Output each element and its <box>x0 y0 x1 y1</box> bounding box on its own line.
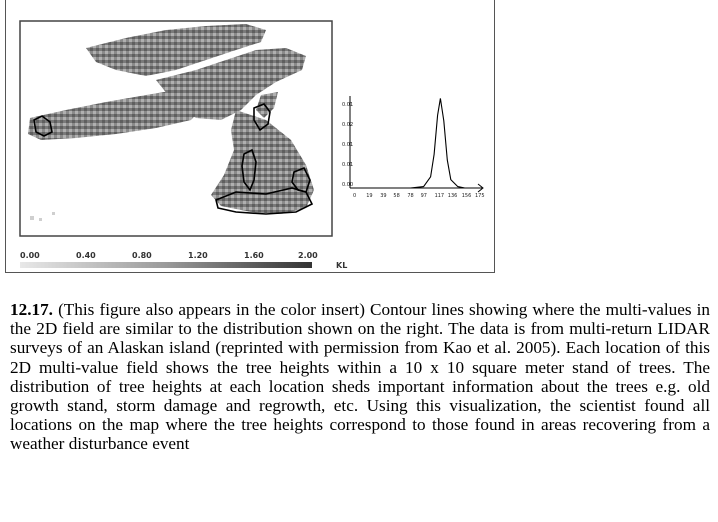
colorbar-tick: 0.00 <box>20 251 40 260</box>
caption-number: 12.17. <box>10 300 53 319</box>
inset-x-tick: 175 <box>475 193 485 199</box>
inset-y-tick: 0.01 <box>342 142 354 148</box>
inset-distribution-curve <box>356 98 478 188</box>
inset-x-tick: 97 <box>420 193 427 199</box>
inset-x-tick: 136 <box>447 193 458 199</box>
colorbar-tick: 0.40 <box>76 251 96 260</box>
colorbar <box>20 262 312 268</box>
inset-x-tick: 19 <box>366 193 373 199</box>
colorbar-tick: 2.00 <box>298 251 318 260</box>
caption-text: (This figure also appears in the color insert) Contour lines showing where the multi-values in the 2D field are similar to the distribution shown on the right. The data is from multi-return LIDAR surveys of an Alaskan island (reprinted with permission from Kao et al. 2005). Each location of this 2D multi-value field shows the tree heights within a 10 x 10 square meter stand of trees. The distribution of tree heights at each location sheds important information about the trees e.g. old growth stand, storm damage and regrowth, etc. Using this visualization, the scientist found all locations on the map where the tree heights correspond to those found in areas recovering from a weather disturbance event <box>10 300 711 454</box>
inset-chart <box>342 96 485 199</box>
colorbar-tick: 1.60 <box>244 251 264 260</box>
figure-panel <box>5 0 495 273</box>
figure-svg <box>6 0 494 272</box>
inset-y-tick: 0.02 <box>342 122 354 128</box>
colorbar-unit: KL <box>336 261 348 270</box>
inset-x-tick: 156 <box>461 193 472 199</box>
inset-x-tick: 0 <box>353 193 357 199</box>
colorbar-tick: 1.20 <box>188 251 208 260</box>
inset-x-tick: 58 <box>393 193 400 199</box>
inset-x-tick: 78 <box>407 193 414 199</box>
inset-y-tick: 0.01 <box>342 102 354 108</box>
inset-y-tick: 0.00 <box>342 182 354 188</box>
inset-y-tick: 0.01 <box>342 162 354 168</box>
inset-x-tick: 39 <box>380 193 387 199</box>
figure-caption <box>10 300 710 454</box>
inset-x-tick: 117 <box>434 193 445 199</box>
colorbar-tick: 0.80 <box>132 251 152 260</box>
